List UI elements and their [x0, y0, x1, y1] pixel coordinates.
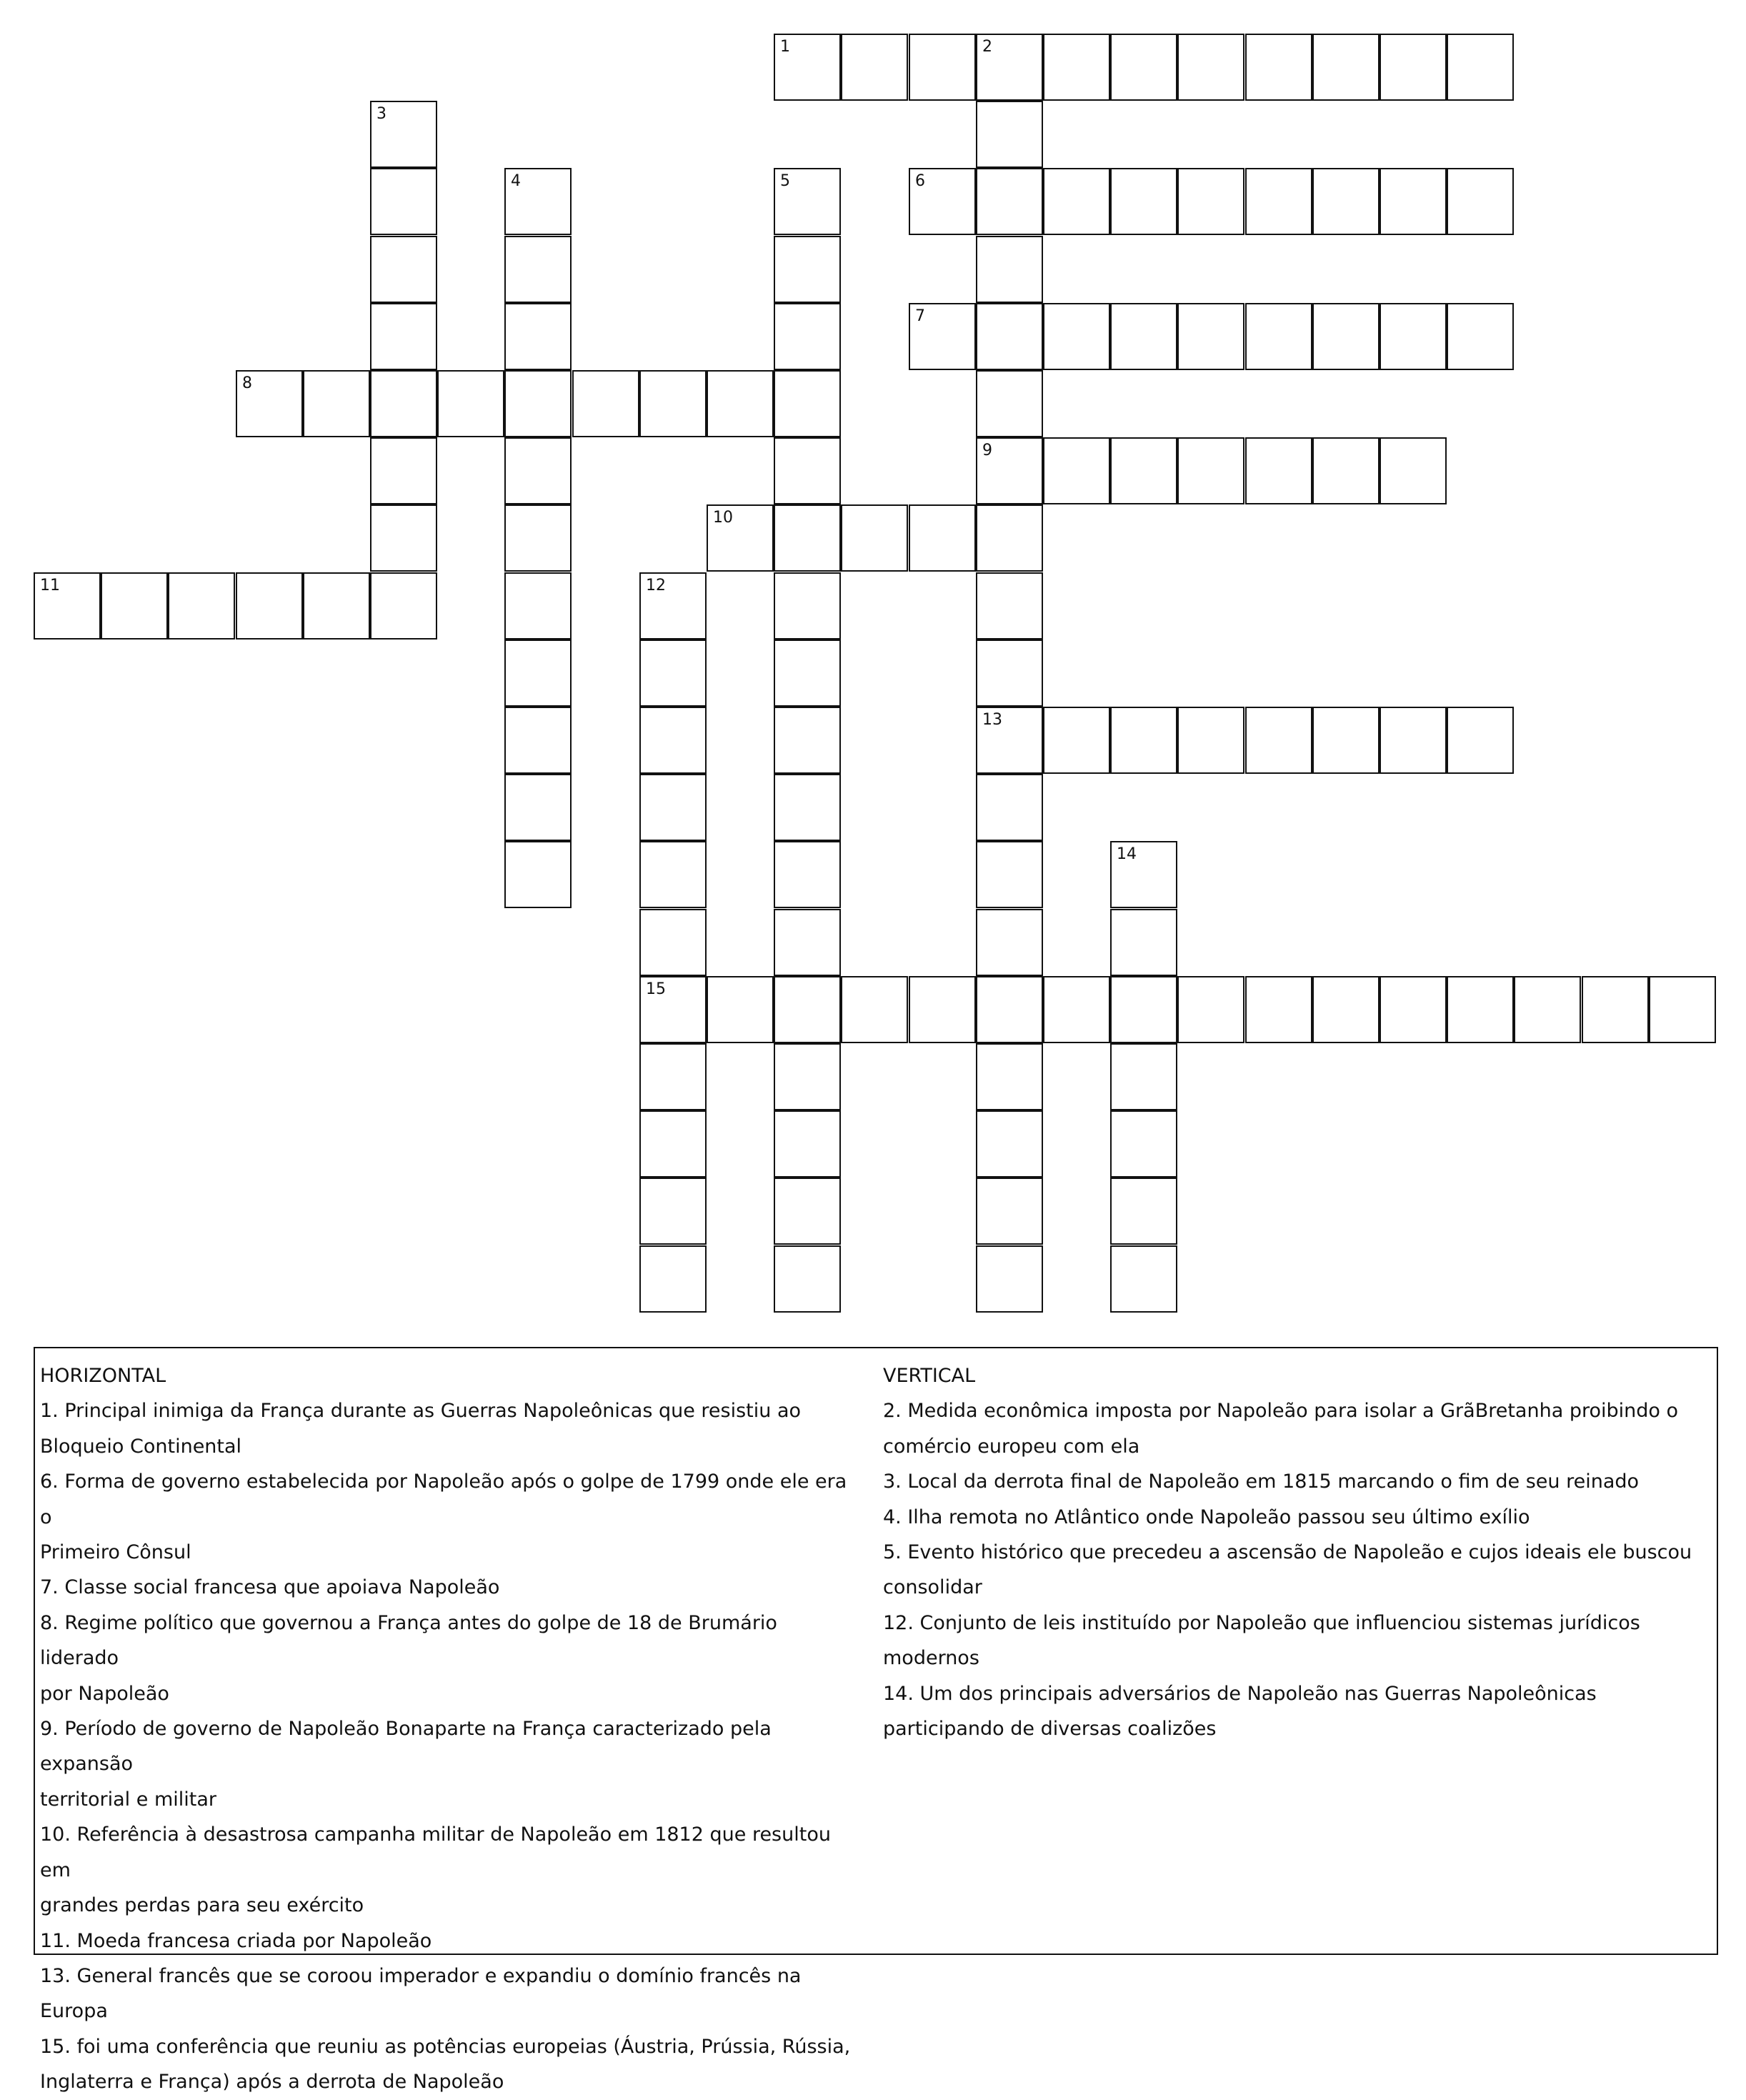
grid-cell[interactable]	[1110, 976, 1177, 1043]
clue-line: grandes perdas para seu exército	[40, 1894, 364, 1917]
grid-cell[interactable]	[976, 504, 1043, 572]
down-clues	[883, 1358, 1705, 1746]
grid-cell[interactable]	[976, 303, 1043, 370]
grid-cell[interactable]	[1043, 303, 1110, 370]
grid-cell[interactable]	[976, 909, 1043, 976]
clue-number: 4	[511, 172, 521, 190]
grid-cell[interactable]	[774, 572, 841, 640]
grid-cell[interactable]	[370, 303, 437, 370]
grid-cell[interactable]	[1380, 707, 1447, 774]
clue-line: 3. Local da derrota final de Napoleão em 1815 marcando o fim de seu reinado	[883, 1471, 1640, 1493]
grid-cell[interactable]	[1380, 303, 1447, 370]
grid-cell[interactable]	[976, 1043, 1043, 1110]
grid-cell[interactable]	[1380, 34, 1447, 101]
grid-cell[interactable]	[1312, 303, 1380, 370]
grid-cell[interactable]	[370, 437, 437, 504]
grid-cell[interactable]	[504, 707, 572, 774]
grid-cell[interactable]	[639, 976, 707, 1043]
clue-number: 6	[915, 172, 925, 190]
clue-line: 15. foi uma conferência que reuniu as potências europeias (Áustria, Prússia, Rússia,	[40, 2035, 851, 2058]
clue-line: 10. Referência à desastrosa campanha militar de Napoleão em 1812 que resultou em	[40, 1823, 831, 1881]
grid-cell[interactable]	[774, 909, 841, 976]
clue-number: 1	[780, 38, 790, 56]
grid-cell[interactable]	[303, 572, 370, 640]
clue-number: 3	[376, 105, 386, 123]
grid-cell[interactable]	[504, 303, 572, 370]
clue-number: 13	[982, 711, 1002, 729]
clue-line: 7. Classe social francesa que apoiava Napoleão	[40, 1576, 500, 1599]
grid-cell[interactable]	[1177, 707, 1244, 774]
grid-cell[interactable]	[909, 168, 976, 235]
clue-line: 11. Moeda francesa criada por Napoleão	[40, 1929, 432, 1952]
grid-cell[interactable]	[504, 774, 572, 841]
grid-cell[interactable]	[774, 1178, 841, 1245]
grid-cell[interactable]	[774, 707, 841, 774]
grid-cell[interactable]	[774, 168, 841, 235]
grid-cell[interactable]	[1043, 437, 1110, 504]
across-clues	[40, 1358, 862, 2100]
grid-cell[interactable]	[774, 1110, 841, 1178]
clue-line: Primeiro Cônsul	[40, 1541, 191, 1564]
grid-cell[interactable]	[370, 572, 437, 640]
clue-line: 13. General francês que se coroou imperador e expandiu o domínio francês na Europa	[40, 1964, 802, 2023]
grid-cell[interactable]	[1245, 976, 1312, 1043]
grid-cell[interactable]	[774, 303, 841, 370]
grid-cell[interactable]	[1110, 1178, 1177, 1245]
clue-number: 9	[982, 442, 992, 459]
grid-cell[interactable]	[976, 572, 1043, 640]
grid-cell[interactable]	[1245, 34, 1312, 101]
grid-cell[interactable]	[1110, 168, 1177, 235]
grid-cell[interactable]	[1110, 909, 1177, 976]
grid-cell[interactable]	[909, 976, 976, 1043]
grid-cell[interactable]	[774, 504, 841, 572]
grid-cell[interactable]	[976, 370, 1043, 437]
grid-cell[interactable]	[34, 572, 101, 640]
clue-line: 4. Ilha remota no Atlântico onde Napoleão passou seu último exílio	[883, 1506, 1530, 1528]
grid-cell[interactable]	[774, 34, 841, 101]
grid-cell[interactable]	[774, 437, 841, 504]
grid-cell[interactable]	[1245, 303, 1312, 370]
clue-line: comércio europeu com ela	[883, 1435, 1140, 1458]
grid-cell[interactable]	[1514, 976, 1581, 1043]
grid-cell[interactable]	[370, 168, 437, 235]
clue-line: modernos	[883, 1647, 979, 1670]
grid-cell[interactable]	[1110, 1245, 1177, 1313]
grid-cell[interactable]	[774, 1043, 841, 1110]
grid-cell[interactable]	[504, 168, 572, 235]
clue-number: 11	[40, 577, 60, 594]
grid-cell[interactable]	[1380, 437, 1447, 504]
clue-line: participando de diversas coalizões	[883, 1718, 1217, 1741]
grid-cell[interactable]	[841, 976, 908, 1043]
grid-cell[interactable]	[1110, 34, 1177, 101]
clue-number: 12	[646, 577, 666, 594]
clue-number: 5	[780, 172, 790, 190]
grid-cell[interactable]	[909, 303, 976, 370]
grid-cell[interactable]	[774, 976, 841, 1043]
grid-cell[interactable]	[841, 504, 908, 572]
clue-line: 8. Regime político que governou a França antes do golpe de 18 de Brumário liderado	[40, 1611, 777, 1670]
grid-cell[interactable]	[1110, 1110, 1177, 1178]
grid-cell[interactable]	[572, 370, 639, 437]
clue-number: 10	[713, 509, 733, 527]
grid-cell[interactable]	[504, 572, 572, 640]
grid-cell[interactable]	[639, 1178, 707, 1245]
grid-cell[interactable]	[976, 640, 1043, 707]
grid-cell[interactable]	[1447, 976, 1514, 1043]
grid-cell[interactable]	[639, 640, 707, 707]
clue-number: 7	[915, 307, 925, 325]
clue-line: Bloqueio Continental	[40, 1435, 242, 1458]
grid-cell[interactable]	[639, 1110, 707, 1178]
grid-cell[interactable]	[639, 774, 707, 841]
grid-cell[interactable]	[1245, 437, 1312, 504]
grid-cell[interactable]	[639, 909, 707, 976]
grid-cell[interactable]	[1043, 34, 1110, 101]
grid-cell[interactable]	[504, 370, 572, 437]
grid-cell[interactable]	[774, 236, 841, 303]
clue-line: 14. Um dos principais adversários de Napoleão nas Guerras Napoleônicas	[883, 1682, 1597, 1705]
grid-cell[interactable]	[774, 370, 841, 437]
grid-cell[interactable]	[1177, 303, 1244, 370]
grid-cell[interactable]	[370, 370, 437, 437]
clue-number: 14	[1117, 845, 1137, 863]
grid-cell[interactable]	[504, 841, 572, 908]
grid-cell[interactable]	[1312, 707, 1380, 774]
clue-line: 9. Período de governo de Napoleão Bonaparte na França caracterizado pela expansão	[40, 1718, 772, 1776]
grid-cell[interactable]	[1245, 168, 1312, 235]
grid-cell[interactable]	[370, 504, 437, 572]
grid-cell[interactable]	[303, 370, 370, 437]
grid-cell[interactable]	[976, 1245, 1043, 1313]
grid-cell[interactable]	[370, 101, 437, 168]
clue-line: territorial e militar	[40, 1788, 216, 1811]
grid-cell[interactable]	[1043, 976, 1110, 1043]
clue-line: 12. Conjunto de leis instituído por Napoleão que influenciou sistemas jurídicos	[883, 1611, 1640, 1634]
across-heading: HORIZONTAL	[40, 1365, 166, 1387]
grid-cell[interactable]	[1312, 168, 1380, 235]
grid-cell[interactable]	[976, 437, 1043, 504]
grid-cell[interactable]	[707, 504, 774, 572]
grid-cell[interactable]	[774, 774, 841, 841]
grid-cell[interactable]	[1447, 303, 1514, 370]
grid-cell[interactable]	[1649, 976, 1716, 1043]
grid-cell[interactable]	[1110, 303, 1177, 370]
grid-cell[interactable]	[1582, 976, 1649, 1043]
grid-cell[interactable]	[774, 1245, 841, 1313]
clues-box	[34, 1347, 1718, 2094]
grid-cell[interactable]	[1380, 168, 1447, 235]
grid-cell[interactable]	[168, 572, 235, 640]
clue-number: 15	[646, 980, 666, 998]
grid-cell[interactable]	[707, 976, 774, 1043]
grid-cell[interactable]	[437, 370, 504, 437]
grid-cell[interactable]	[639, 370, 707, 437]
grid-cell[interactable]	[976, 774, 1043, 841]
grid-cell[interactable]	[1177, 437, 1244, 504]
grid-cell[interactable]	[1110, 707, 1177, 774]
grid-cell[interactable]	[1380, 976, 1447, 1043]
grid-cell[interactable]	[504, 437, 572, 504]
grid-cell[interactable]	[1110, 1043, 1177, 1110]
grid-cell[interactable]	[976, 1178, 1043, 1245]
grid-cell[interactable]	[236, 572, 303, 640]
clue-line: Inglaterra e França) após a derrota de Napoleão	[40, 2071, 504, 2094]
grid-cell[interactable]	[1177, 168, 1244, 235]
grid-cell[interactable]	[504, 640, 572, 707]
grid-cell[interactable]	[976, 1110, 1043, 1178]
grid-cell[interactable]	[774, 640, 841, 707]
grid-cell[interactable]	[1177, 34, 1244, 101]
grid-cell[interactable]	[976, 101, 1043, 168]
grid-cell[interactable]	[639, 1245, 707, 1313]
grid-cell[interactable]	[774, 841, 841, 908]
grid-cell[interactable]	[976, 976, 1043, 1043]
clue-line: 6. Forma de governo estabelecida por Napoleão após o golpe de 1799 onde ele era o	[40, 1471, 847, 1528]
grid-cell[interactable]	[976, 236, 1043, 303]
clue-line: 2. Medida econômica imposta por Napoleão para isolar a GrãBretanha proibindo o	[883, 1400, 1679, 1423]
grid-cell[interactable]	[909, 34, 976, 101]
grid-cell[interactable]	[1110, 841, 1177, 908]
grid-cell[interactable]	[1312, 34, 1380, 101]
grid-cell[interactable]	[639, 707, 707, 774]
grid-cell[interactable]	[1447, 707, 1514, 774]
clue-number: 2	[982, 38, 992, 56]
grid-cell[interactable]	[976, 707, 1043, 774]
clue-line: 5. Evento histórico que precedeu a ascensão de Napoleão e cujos ideais ele buscou	[883, 1541, 1692, 1564]
grid-cell[interactable]	[504, 236, 572, 303]
grid-cell[interactable]	[101, 572, 168, 640]
clue-number: 8	[242, 374, 252, 392]
grid-cell[interactable]	[976, 168, 1043, 235]
down-heading: VERTICAL	[883, 1365, 976, 1387]
grid-cell[interactable]	[909, 504, 976, 572]
grid-cell[interactable]	[1447, 168, 1514, 235]
grid-cell[interactable]	[1312, 437, 1380, 504]
grid-cell[interactable]	[707, 370, 774, 437]
grid-cell[interactable]	[639, 1043, 707, 1110]
grid-cell[interactable]	[236, 370, 303, 437]
grid-cell[interactable]	[1245, 707, 1312, 774]
grid-cell[interactable]	[976, 841, 1043, 908]
grid-cell[interactable]	[976, 34, 1043, 101]
grid-cell[interactable]	[1312, 976, 1380, 1043]
clue-line: consolidar	[883, 1576, 982, 1599]
grid-cell[interactable]	[370, 236, 437, 303]
clue-line: por Napoleão	[40, 1682, 169, 1705]
grid-cell[interactable]	[1177, 976, 1244, 1043]
grid-cell[interactable]	[1447, 34, 1514, 101]
grid-cell[interactable]	[504, 504, 572, 572]
grid-cell[interactable]	[841, 34, 908, 101]
clue-line: 1. Principal inimiga da França durante as Guerras Napoleônicas que resistiu ao	[40, 1400, 802, 1423]
grid-cell[interactable]	[1110, 437, 1177, 504]
grid-cell[interactable]	[639, 572, 707, 640]
grid-cell[interactable]	[1043, 168, 1110, 235]
grid-cell[interactable]	[1043, 707, 1110, 774]
grid-cell[interactable]	[639, 841, 707, 908]
